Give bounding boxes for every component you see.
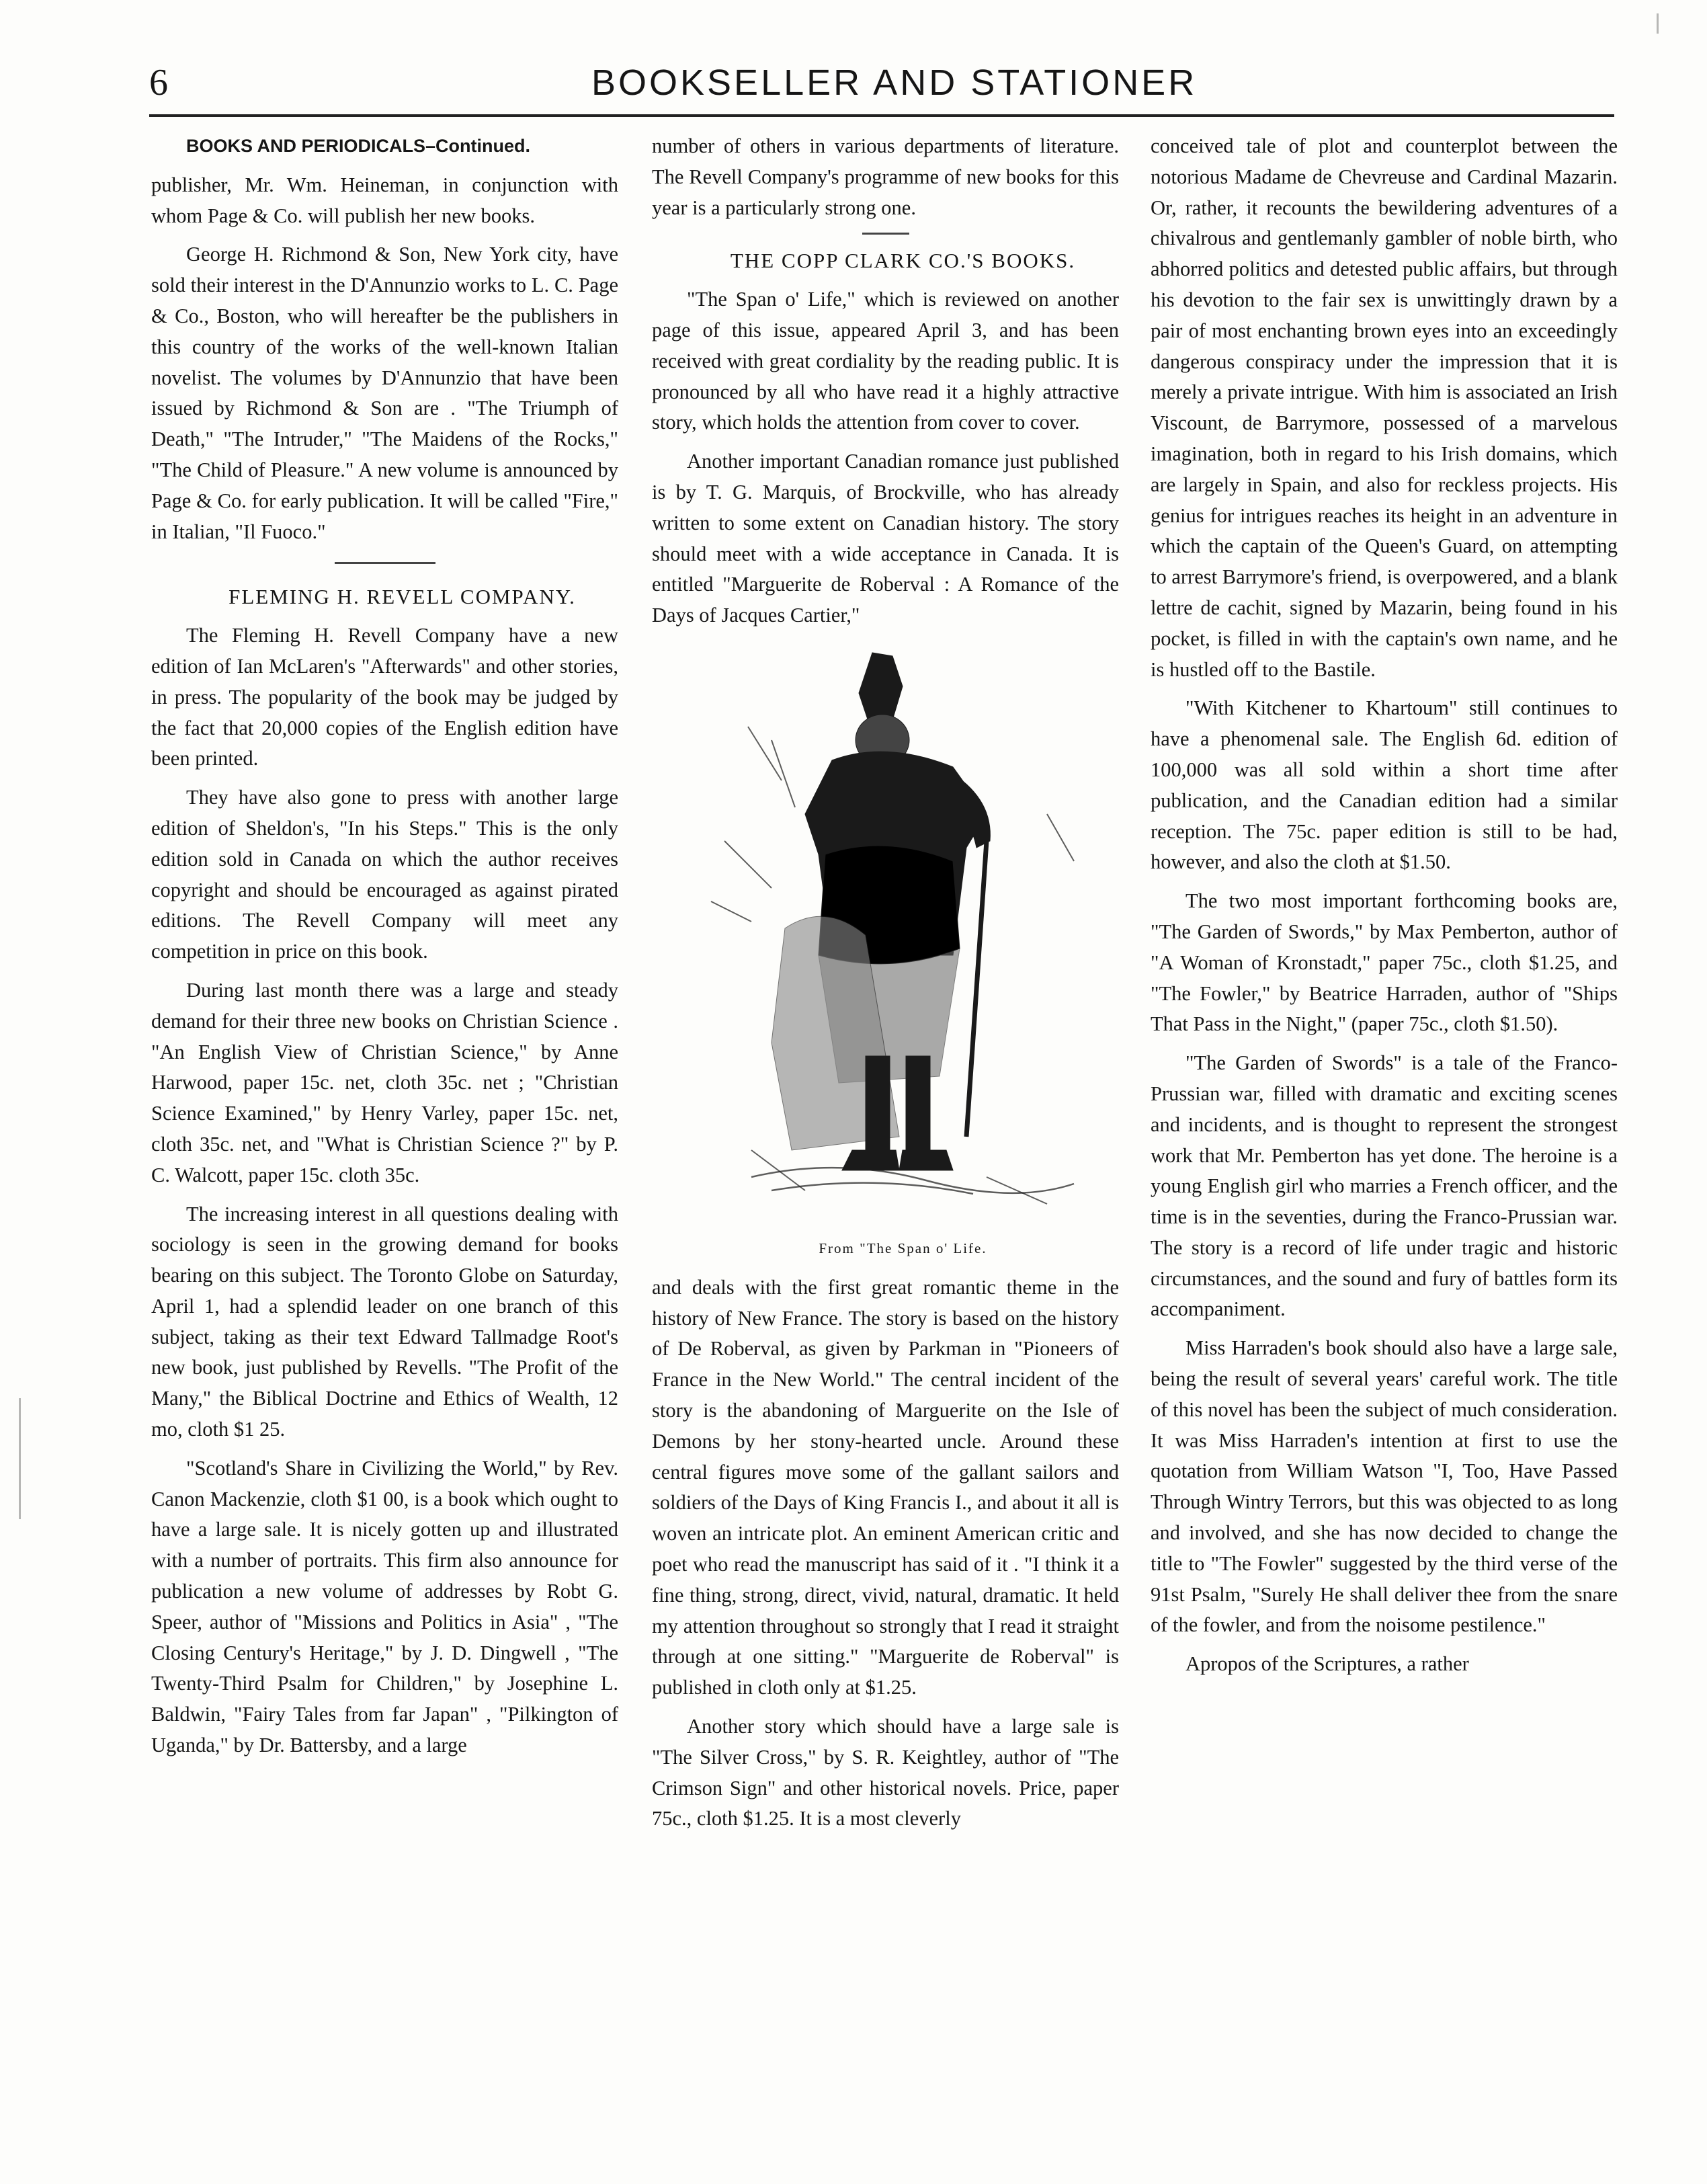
paragraph: number of others in various departments of literature. The Revell Company's programme of new books for this year is a particularly strong one.	[652, 134, 1119, 219]
paragraph: Another important Canadian romance just published is by T. G. Marquis, of Brockville, who has already written to some extent on Canadian history. The story should meet with a wide acceptance in Canada. It is entitled "Marguerite de Roberval : A Romance of the Days of Jacques Cartier,"	[652, 450, 1119, 627]
running-title: BOOKSELLER AND STATIONER	[591, 63, 1198, 103]
paragraph: "The Span o' Life," which is reviewed on another page of this issue, appeared April 3, and has been received with great cordiality by the reading public. It is pronounced by all who have read it a highly attractive story, which holds the attention from cover to cover.	[652, 288, 1119, 434]
paragraph: "The Garden of Swords" is a tale of the Franco-Prussian war, filled with dramatic and exciting scenes and incidents, and is thought to represent the strongest work that Mr. Pemberton has yet done. The heroine is a young English girl who marries a French officer, and the time is in the seventies, during the Franco-Prussian war. The story is a record of life under tragic and historic circumstances, and the sound and fury of battles form its accompaniment.	[1151, 1051, 1618, 1321]
paragraph: Another story which should have a large sale is "The Silver Cross," by S. R. Keightley, author of "The Crimson Sign" and other historical novels. Price, paper 75c., cloth $1.25. It is a most cleverly	[652, 1714, 1119, 1830]
page-number: 6	[149, 62, 168, 104]
header-rule	[149, 114, 1614, 117]
paragraph: George H. Richmond & Son, New York city, have sold their interest in the D'Annunzio works to L. C. Page & Co., Boston, who will hereafter be the publishers in this country of the works of the well-known Italian novelist. The volumes by D'Annunzio that have been issued by Richmond & Son are . "The Triumph of Death," "The Intruder," "The Maidens of the Rocks," "The Child of Pleasure." A new volume is announced by Page & Co. for early publication. It will be called "Fire," in Italian, "Il Fuoco."	[151, 243, 618, 543]
paragraph: Apropos of the Scriptures, a rather	[1185, 1652, 1469, 1676]
paragraph: publisher, Mr. Wm. Heineman, in conjunction with whom Page & Co. will publish her new books.	[151, 173, 618, 227]
section-divider	[335, 562, 435, 564]
paragraph: The two most important forthcoming books are, "The Garden of Swords," by Max Pemberton, author of "A Woman of Kronstadt," paper 75c., cloth $1.25, and "The Fowler," by Beatrice Harraden, author of "Ships That Pass in the Night," (paper 75c., cloth $1.50).	[1151, 889, 1618, 1036]
section-divider	[862, 233, 909, 235]
paragraph: "With Kitchener to Khartoum" still continues to have a phenomenal sale. The English 6d. edition of 100,000 was all sold within a short time after publication, and the Canadian edition had a similar reception. The 75c. paper edition is still to be had, however, and also the cloth at $1.50.	[1151, 696, 1618, 874]
column-1	[151, 131, 618, 1769]
scan-margin-mark	[1657, 13, 1659, 34]
section-heading-revell: FLEMING H. REVELL COMPANY.	[228, 585, 576, 609]
paragraph: Miss Harraden's book should also have a large sale, being the result of several years' careful work. The title of this novel has been the subject of much consideration. It was Miss Harraden's intention at first to use the quotation from William Watson "I, Too, Have Passed Through Wintry Terrors, but this was objected to as long and involved, and she has now decided to change the title to "The Fowler" suggested by the third verse of the 91st Psalm, "Surely He shall deliver thee from the snare of the fowler, and from the noisome pestilence."	[1151, 1336, 1618, 1637]
paragraph: conceived tale of plot and counterplot between the notorious Madame de Chevreuse and Cardinal Mazarin. Or, rather, it recounts the bewildering adventures of a chivalrous and gentlemanly gambler of noble birth, who abhorred politics and detested public affairs, but through his devotion to the fair sex is unwittingly drawn by a pair of most enchanting brown eyes into an exceedingly dangerous conspiracy under the impression that it is merely a private intrigue. With him is associated an Irish Viscount, de Barrymore, possessed of a marvelous imagination, both in regard to his Irish domains, which are largely in Spain, and also for reckless projects. His genius for intrigues reaches its height in an adventure in which the captain of the Queen's Guard, on attempting to arrest Barrymore's friend, is overpowered, and a blank lettre de cachit, signed by Mazarin, being found in his pocket, is filled in with the captain's own name, and he is hustled off to the Bastile.	[1151, 134, 1618, 681]
paragraph: The Fleming H. Revell Company have a new edition of Ian McLaren's "Afterwards" and other stories, in press. The popularity of the book may be judged by the fact that 20,000 copies of the English edition have been printed.	[151, 624, 618, 770]
section-heading-copp-clark: THE COPP CLARK CO.'S BOOKS.	[730, 249, 1076, 273]
paragraph: The increasing interest in all questions dealing with sociology is seen in the growing demand for books bearing on this subject. The Toronto Globe on Saturday, April 1, had a splendid leader on one branch of this subject, taking as their text Edward Tallmadge Root's new book, just published by Revells. "The Profit of the Many," the Biblical Doctrine and Ethics of Wealth, 12 mo, cloth $1 25.	[151, 1202, 618, 1441]
illustration-caption: From "The Span o' Life.	[819, 1240, 987, 1256]
column-2	[652, 131, 1119, 1843]
scan-margin-mark	[19, 1398, 21, 1519]
continued-heading: BOOKS AND PERIODICALS–Continued.	[186, 136, 531, 156]
woodcut-figure-image	[671, 639, 1101, 1217]
paragraph: They have also gone to press with another large edition of Sheldon's, "In his Steps." This is the only edition sold in Canada on which the author receives copyright and should be encouraged as against pirated editions. The Revell Company will meet any competition in price on this book.	[151, 786, 618, 963]
paragraph: and deals with the first great romantic theme in the history of New France. The story is based on the history of De Roberval, as given by Parkman in "Pioneers of France in the New World." The central incident of the story is the abandoning of Marguerite on the Isle of Demons by her stony-hearted uncle. Around these central figures move some of the gallant sailors and soldiers of the Days of King Francis I., and about it all is woven an intricate plot. An eminent American critic and poet who read the manuscript has said of it . "I think it a fine thing, strong, direct, vivid, natural, dramatic. It held my attention throughout so strongly that I read it straight through at one sitting." "Marguerite de Roberval" is published in cloth only at $1.25.	[652, 1275, 1119, 1699]
illustration-span-o-life	[671, 639, 1101, 1231]
column-3	[1151, 131, 1618, 1688]
paragraph: During last month there was a large and steady demand for their three new books on Christian Science . "An English View of Christian Science," by Anne Harwood, paper 15c. net, cloth 35c. net ; "Christian Science Examined," by Henry Varley, paper 15c. net, cloth 35c. net, and "What is Christian Science ?" by P. C. Walcott, paper 15c. cloth 35c.	[151, 978, 618, 1186]
paragraph: "Scotland's Share in Civilizing the World," by Rev. Canon Mackenzie, cloth $1 00, is a book which ought to have a large sale. It is nicely gotten up and illustrated with a number of portraits. This firm also announce for publication a new volume of addresses by Robt G. Speer, author of "Missions and Politics in Asia" , "The Closing Century's Heritage," by J. D. Dingwell , "The Twenty-Third Psalm for Children," by Josephine L. Baldwin, "Fairy Tales from far Japan" , "Pilkington of Uganda," by Dr. Battersby, and a large	[151, 1456, 618, 1757]
